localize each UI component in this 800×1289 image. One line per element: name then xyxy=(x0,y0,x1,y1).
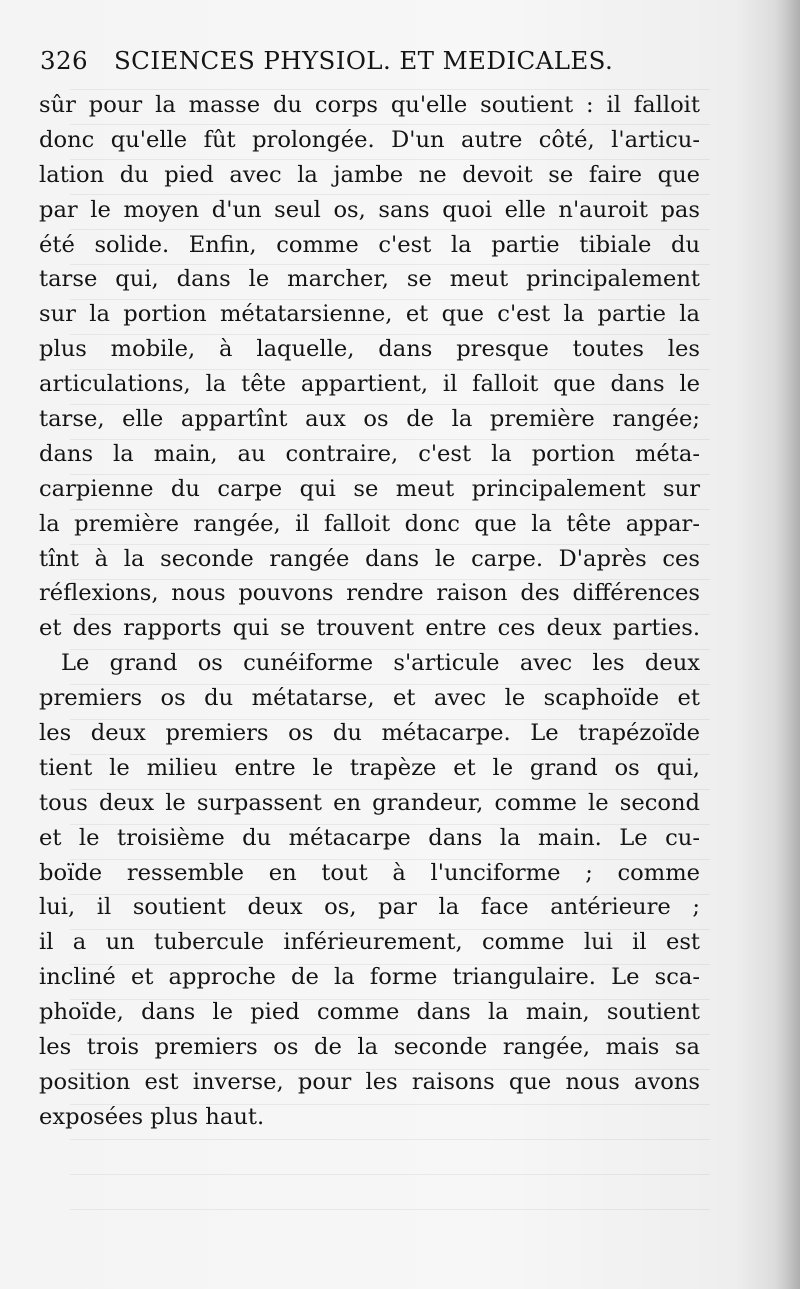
text-line: lation du pied avec la jambe ne devoit se faire que xyxy=(39,161,700,188)
text-line: articulations, la tête appartient, il falloit que dans le xyxy=(39,371,700,398)
text-line: tînt à la seconde rangée dans le carpe. D'après ces xyxy=(39,545,700,572)
text-line: premiers os du métatarse, et avec le scaphoïde et xyxy=(39,685,700,712)
text-line: tarse qui, dans le marcher, se meut principalement xyxy=(39,266,700,293)
text-line: par le moyen d'un seul os, sans quoi elle n'auroit pas xyxy=(39,196,700,223)
text-line: été solide. Enfin, comme c'est la partie tibiale du xyxy=(39,231,700,258)
page-edge-shadow xyxy=(774,0,800,1289)
text-line: il a un tubercule inférieurement, comme lui il est xyxy=(39,929,700,956)
text-line: tarse, elle appartînt aux os de la première rangée; xyxy=(39,406,700,433)
text-line: plus mobile, à laquelle, dans presque toutes les xyxy=(39,336,700,363)
text-line: les trois premiers os de la seconde rangée, mais sa xyxy=(39,1034,700,1061)
text-line: incliné et approche de la forme triangulaire. Le sca- xyxy=(39,964,700,991)
text-line: boïde ressemble en tout à l'unciforme ; comme xyxy=(39,859,700,886)
text-line: les deux premiers os du métacarpe. Le trapézoïde xyxy=(39,720,700,747)
text-line: réflexions, nous pouvons rendre raison des différences xyxy=(39,580,700,607)
text-line: position est inverse, pour les raisons que nous avons xyxy=(39,1068,700,1095)
text-line: exposées plus haut. xyxy=(39,1103,265,1130)
text-line: tous deux le surpassent en grandeur, comme le second xyxy=(39,789,700,816)
text-line: et le troisième du métacarpe dans la main. Le cu- xyxy=(39,824,700,851)
paragraph-2 xyxy=(39,646,700,1134)
paragraph-1 xyxy=(39,88,700,646)
text-line: Le grand os cunéiforme s'articule avec les deux xyxy=(61,650,700,677)
text-line: donc qu'elle fût prolongée. D'un autre côté, l'articu- xyxy=(39,126,700,153)
text-line: la première rangée, il falloit donc que la tête appar- xyxy=(39,510,700,537)
text-line: sûr pour la masse du corps qu'elle soutient : il falloit xyxy=(39,92,700,118)
text-line: sur la portion métatarsienne, et que c'est la partie la xyxy=(39,301,700,328)
page-number: 326 xyxy=(40,46,88,75)
text-line: phoïde, dans le pied comme dans la main, soutient xyxy=(39,999,700,1026)
text-line: dans la main, au contraire, c'est la portion méta- xyxy=(39,440,700,467)
text-line: carpienne du carpe qui se meut principalement sur xyxy=(39,475,700,502)
text-line: tient le milieu entre le trapèze et le grand os qui, xyxy=(39,754,700,781)
running-header xyxy=(40,46,680,82)
running-title: SCIENCES PHYSIOL. ET MEDICALES. xyxy=(114,46,614,75)
text-line: et des rapports qui se trouvent entre ces deux parties. xyxy=(39,615,700,642)
text-line: lui, il soutient deux os, par la face antérieure ; xyxy=(39,894,700,921)
body-text xyxy=(39,88,700,1135)
